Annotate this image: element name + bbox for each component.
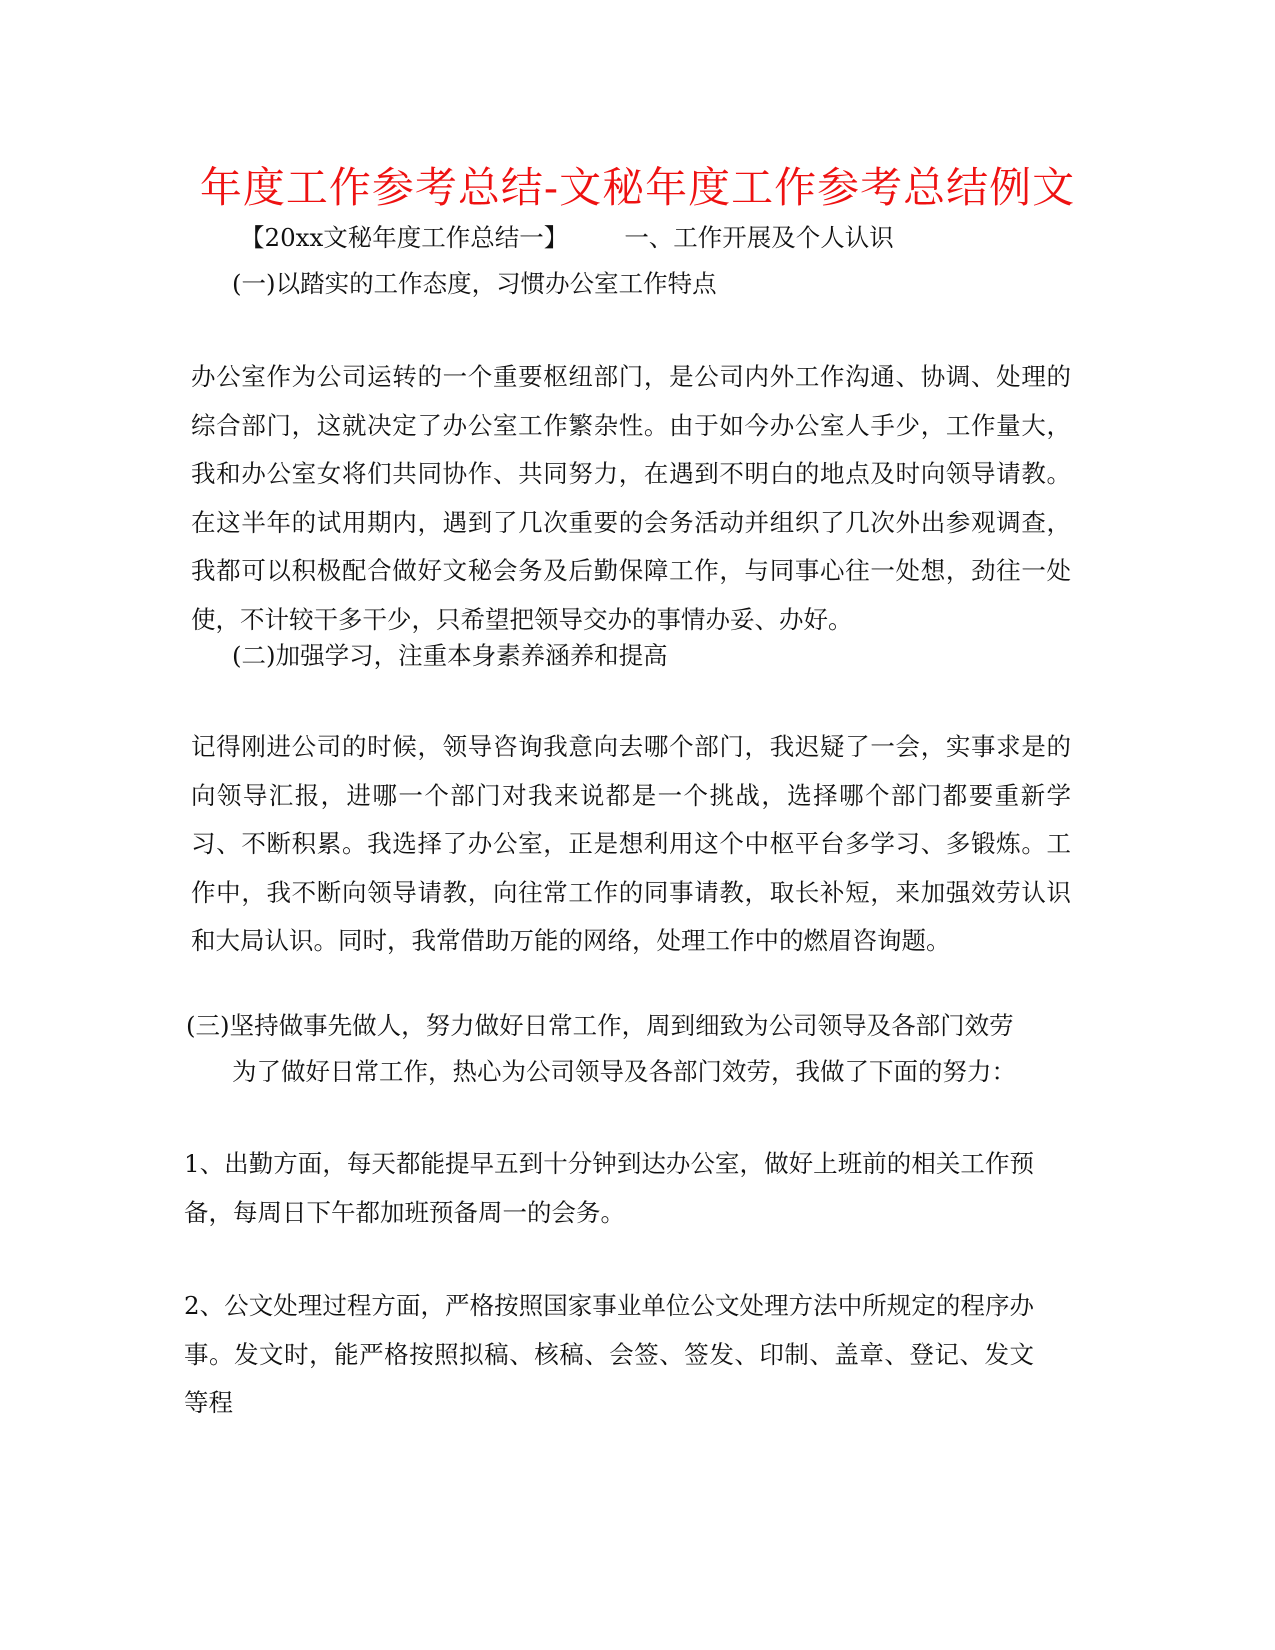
section-heading-2: (二)加强学习，注重本身素养涵养和提高 xyxy=(232,641,668,670)
subheading-section: 一、工作开展及个人认识 xyxy=(624,223,894,252)
list-item-2: 2、公文处理过程方面，严格按照国家事业单位公文处理方法中所规定的程序办事。发文时，能严格按照拟稿、核稿、会签、签发、印制、盖章、登记、发文等程 xyxy=(184,1291,1034,1417)
subheading xyxy=(240,222,894,254)
list-item-1: 1、出勤方面，每天都能提早五到十分钟到达办公室，做好上班前的相关工作预备，每周日下午都加班预备周一的会务。 xyxy=(184,1149,1034,1227)
section-body-1: 办公室作为公司运转的一个重要枢纽部门，是公司内外工作沟通、协调、处理的综合部门，这就决定了办公室工作繁杂性。由于如今办公室人手少，工作量大，我和办公室女将们共同协作、共同努力，在遇到不明白的地点及时向领导请教。在这半年的试用期内，遇到了几次重要的会务活动并组织了几次外出参观调查，我都可以积极配合做好文秘会务及后勤保障工作，与同事心往一处想，劲往一处使，不计较干多干少，只希望把领导交办的事情办妥、办好。 xyxy=(191,362,1071,634)
section-heading-1: (一)以踏实的工作态度，习惯办公室工作特点 xyxy=(232,269,717,298)
subheading-label: 【20xx文秘年度工作总结一】 xyxy=(240,223,569,252)
section-body-2: 记得刚进公司的时候，领导咨询我意向去哪个部门，我迟疑了一会，实事求是的向领导汇报，进哪一个部门对我来说都是一个挑战，选择哪个部门都要重新学习、不断积累。我选择了办公室，正是想利用这个中枢平台多学习、多锻炼。工作中，我不断向领导请教，向往常工作的同事请教，取长补短，来加强效劳认识和大局认识。同时，我常借助万能的网络，处理工作中的燃眉咨询题。 xyxy=(191,732,1071,955)
section-intro-3: 为了做好日常工作，热心为公司领导及各部门效劳，我做了下面的努力： xyxy=(232,1057,1016,1086)
document-title: 年度工作参考总结-文秘年度工作参考总结例文 xyxy=(199,163,1076,212)
section-heading-3: (三)坚持做事先做人，努力做好日常工作，周到细致为公司领导及各部门效劳 xyxy=(186,1011,1014,1040)
